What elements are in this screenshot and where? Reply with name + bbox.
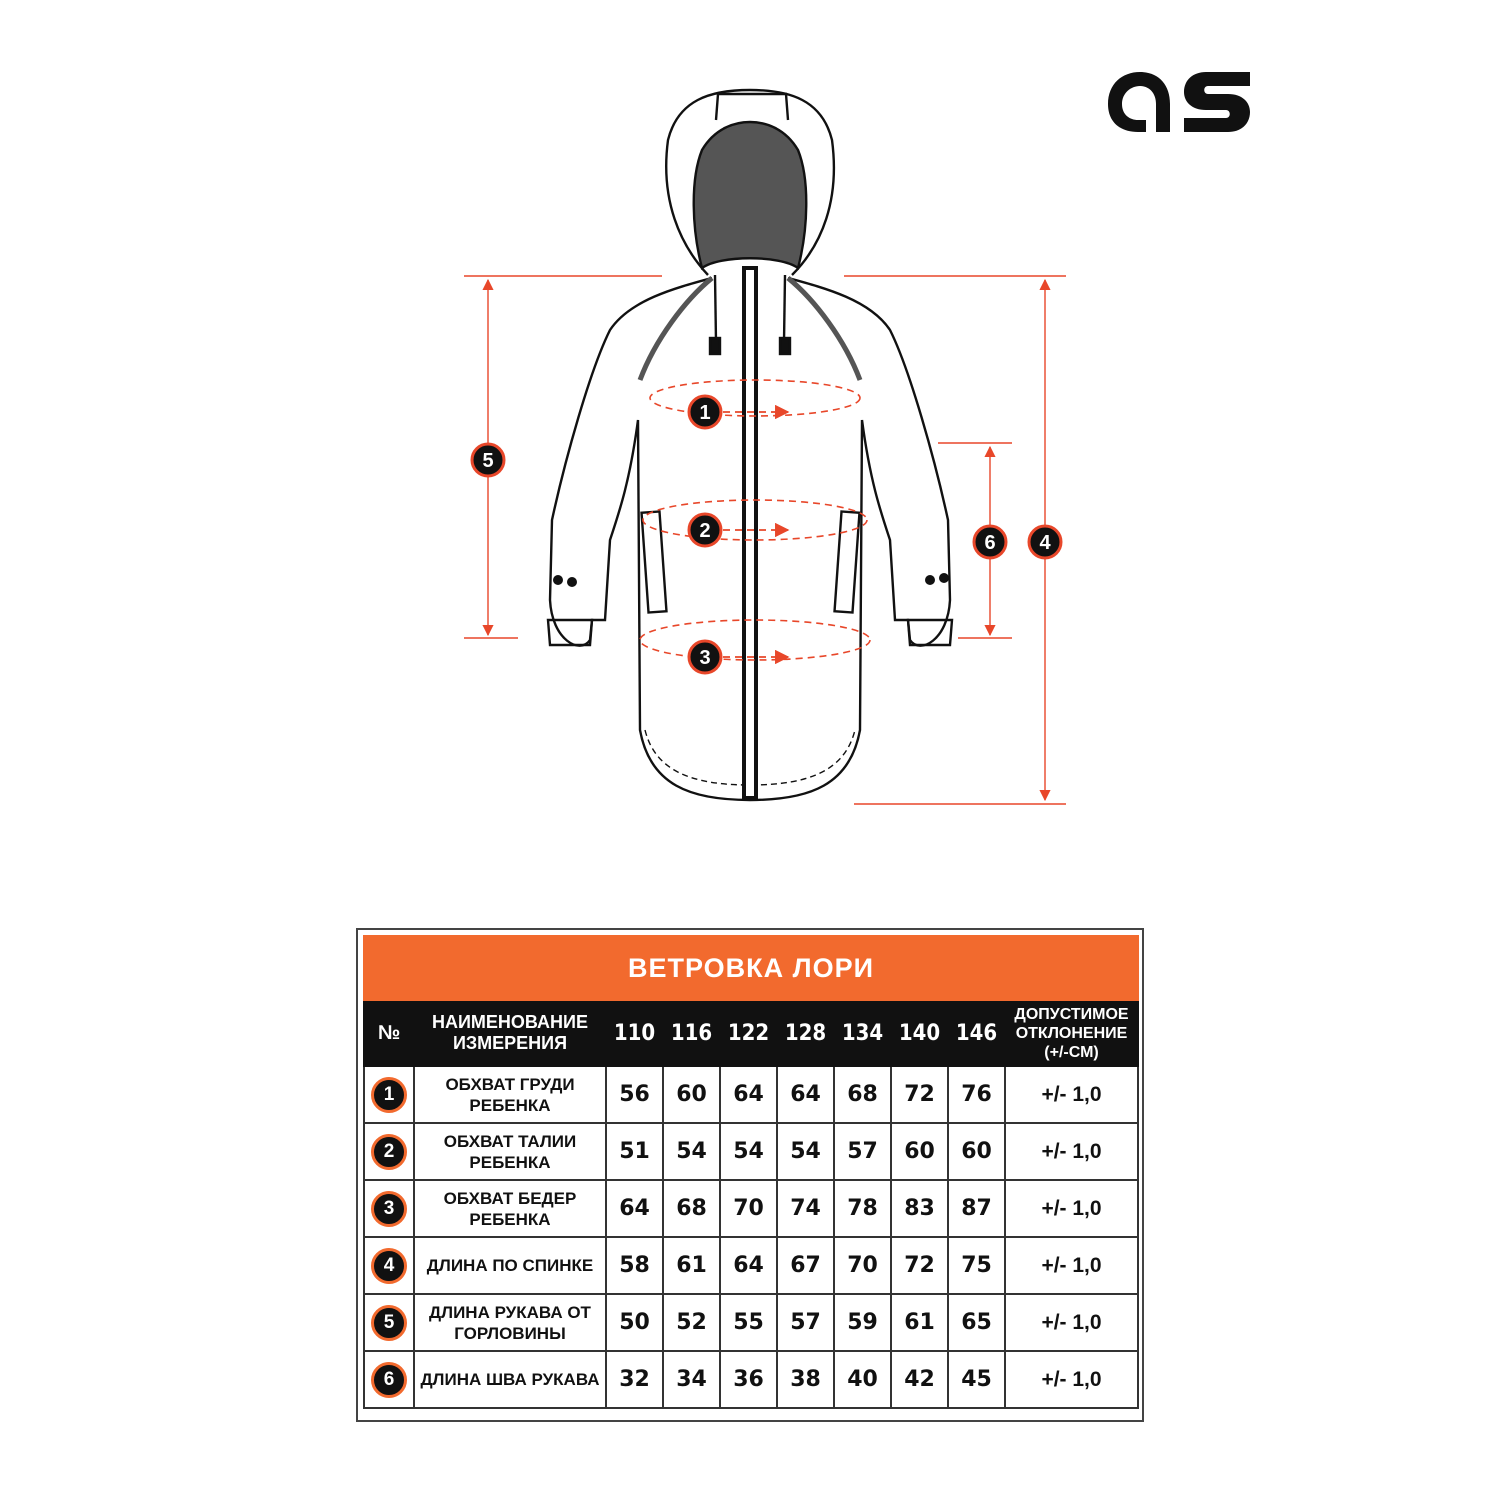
size-value: 57 xyxy=(834,1123,891,1180)
table-row xyxy=(364,1237,1138,1294)
size-value: 60 xyxy=(948,1123,1005,1180)
size-value: 45 xyxy=(948,1351,1005,1408)
size-value: 78 xyxy=(834,1180,891,1237)
size-value: 72 xyxy=(891,1237,948,1294)
size-value: 75 xyxy=(948,1237,1005,1294)
row-number-cell xyxy=(364,1066,414,1123)
size-value: 32 xyxy=(606,1351,663,1408)
row-number-badge: 1 xyxy=(371,1077,407,1113)
tolerance-value: +/- 1,0 xyxy=(1005,1066,1138,1123)
size-value: 68 xyxy=(834,1066,891,1123)
header-size: 146 xyxy=(948,1000,1005,1066)
tolerance-value: +/- 1,0 xyxy=(1005,1351,1138,1408)
row-number-cell xyxy=(364,1180,414,1237)
size-value: 52 xyxy=(663,1294,720,1351)
size-value: 59 xyxy=(834,1294,891,1351)
marker-label: 3 xyxy=(699,647,711,669)
row-number-cell xyxy=(364,1351,414,1408)
header-tolerance: ДОПУСТИМОЕ ОТКЛОНЕНИЕ (+/-СМ) xyxy=(1005,1000,1138,1066)
size-value: 68 xyxy=(663,1180,720,1237)
size-value: 60 xyxy=(663,1066,720,1123)
size-value: 34 xyxy=(663,1351,720,1408)
brand-logo xyxy=(1100,60,1260,140)
size-value: 61 xyxy=(663,1237,720,1294)
size-value: 42 xyxy=(891,1351,948,1408)
header-size: 140 xyxy=(891,1000,948,1066)
row-number-badge: 5 xyxy=(371,1305,407,1341)
size-value: 36 xyxy=(720,1351,777,1408)
header-size: 110 xyxy=(606,1000,663,1066)
measurement-name: ОБХВАТ ГРУДИ РЕБЕНКА xyxy=(414,1066,606,1123)
size-value: 65 xyxy=(948,1294,1005,1351)
table-row xyxy=(364,1066,1138,1123)
table-row xyxy=(364,1123,1138,1180)
size-value: 54 xyxy=(720,1123,777,1180)
tolerance-value: +/- 1,0 xyxy=(1005,1180,1138,1237)
marker-label: 1 xyxy=(699,402,711,424)
header-size: 116 xyxy=(663,1000,720,1066)
table-title: ВЕТРОВКА ЛОРИ xyxy=(364,936,1138,1000)
size-value: 64 xyxy=(606,1180,663,1237)
size-value: 76 xyxy=(948,1066,1005,1123)
size-value: 61 xyxy=(891,1294,948,1351)
table-row xyxy=(364,1351,1138,1408)
measurement-name: ДЛИНА ШВА РУКАВА xyxy=(414,1351,606,1408)
measurement-name: ДЛИНА РУКАВА ОТ ГОРЛОВИНЫ xyxy=(414,1294,606,1351)
size-value: 64 xyxy=(720,1237,777,1294)
size-value: 72 xyxy=(891,1066,948,1123)
table-row xyxy=(364,1294,1138,1351)
header-size: 122 xyxy=(720,1000,777,1066)
row-number-cell xyxy=(364,1237,414,1294)
marker-label: 6 xyxy=(984,532,996,554)
table-row xyxy=(364,1180,1138,1237)
size-value: 67 xyxy=(777,1237,834,1294)
waist-girth-marker xyxy=(689,514,721,546)
size-value: 87 xyxy=(948,1180,1005,1237)
row-number-badge: 2 xyxy=(371,1134,407,1170)
measurement-name: ОБХВАТ ТАЛИИ РЕБЕНКА xyxy=(414,1123,606,1180)
size-value: 64 xyxy=(777,1066,834,1123)
size-value: 54 xyxy=(777,1123,834,1180)
hip-girth-marker xyxy=(689,641,721,673)
sleeve-seam-marker xyxy=(974,526,1006,558)
row-number-badge: 3 xyxy=(371,1191,407,1227)
size-value: 70 xyxy=(834,1237,891,1294)
size-value: 38 xyxy=(777,1351,834,1408)
chest-girth-marker xyxy=(689,396,721,428)
back-length-marker xyxy=(1029,526,1061,558)
size-value: 58 xyxy=(606,1237,663,1294)
size-value: 55 xyxy=(720,1294,777,1351)
header-size: 134 xyxy=(834,1000,891,1066)
size-value: 83 xyxy=(891,1180,948,1237)
row-number-badge: 4 xyxy=(371,1248,407,1284)
size-value: 50 xyxy=(606,1294,663,1351)
marker-label: 2 xyxy=(699,520,711,542)
size-chart xyxy=(356,928,1144,1422)
tolerance-value: +/- 1,0 xyxy=(1005,1123,1138,1180)
size-value: 74 xyxy=(777,1180,834,1237)
tolerance-value: +/- 1,0 xyxy=(1005,1294,1138,1351)
measurement-name: ДЛИНА ПО СПИНКЕ xyxy=(414,1237,606,1294)
hood-lining xyxy=(694,122,807,268)
row-number-badge: 6 xyxy=(371,1362,407,1398)
size-value: 64 xyxy=(720,1066,777,1123)
row-number-cell xyxy=(364,1294,414,1351)
jacket-diagram xyxy=(440,80,1100,820)
size-value: 54 xyxy=(663,1123,720,1180)
zipper xyxy=(744,268,756,798)
marker-label: 5 xyxy=(482,450,494,472)
size-value: 40 xyxy=(834,1351,891,1408)
size-value: 60 xyxy=(891,1123,948,1180)
size-value: 56 xyxy=(606,1066,663,1123)
marker-label: 4 xyxy=(1039,532,1051,554)
header-number: № xyxy=(364,1000,414,1066)
size-value: 57 xyxy=(777,1294,834,1351)
header-size: 128 xyxy=(777,1000,834,1066)
sleeve-from-neck-marker xyxy=(472,444,504,476)
tolerance-value: +/- 1,0 xyxy=(1005,1237,1138,1294)
row-number-cell xyxy=(364,1123,414,1180)
size-value: 51 xyxy=(606,1123,663,1180)
header-measurement-name: НАИМЕНОВАНИЕ ИЗМЕРЕНИЯ xyxy=(414,1000,606,1066)
measurement-name: ОБХВАТ БЕДЕР РЕБЕНКА xyxy=(414,1180,606,1237)
size-value: 70 xyxy=(720,1180,777,1237)
size-table xyxy=(363,935,1139,1409)
